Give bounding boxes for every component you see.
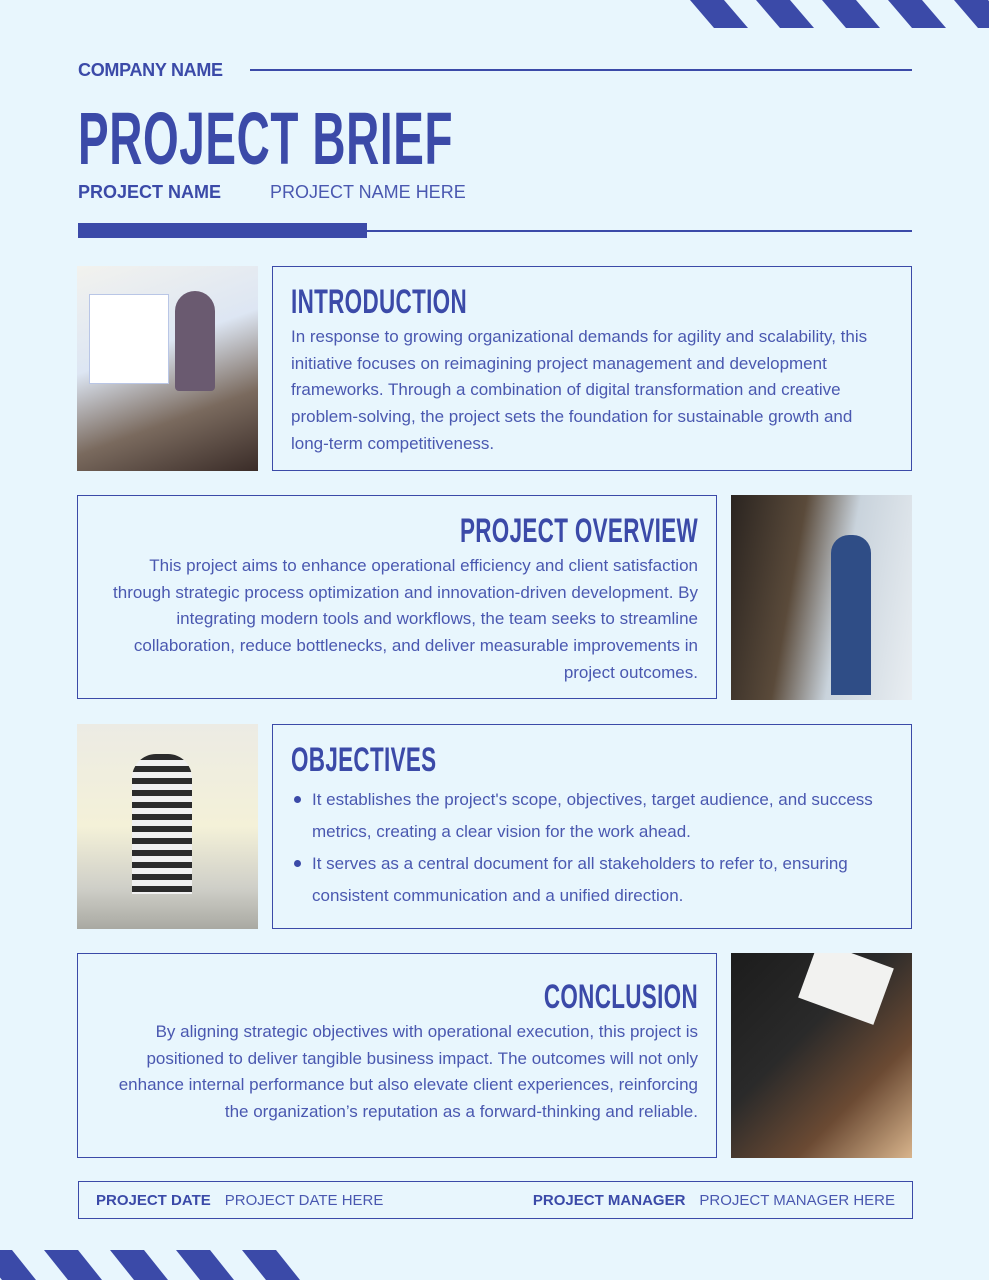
presenter-photo — [731, 495, 912, 700]
introduction-card — [272, 266, 912, 471]
overview-card — [77, 495, 717, 699]
introduction-title: INTRODUCTION — [291, 283, 467, 321]
overview-title: PROJECT OVERVIEW — [459, 512, 698, 550]
introduction-text: In response to growing organizational demands for agility and scalability, this initiative focuses on reimagining project management and development frameworks. Through a combination of digital transformation and creative problem-solving, the project sets the foundation for sustainable growth and long-term competitiveness. — [291, 327, 868, 453]
project-date-value: PROJECT DATE HERE — [224, 1191, 384, 1209]
project-manager-label: PROJECT MANAGER — [532, 1191, 686, 1209]
project-manager-value: PROJECT MANAGER HERE — [699, 1191, 895, 1209]
bottom-stripes-decoration — [0, 1250, 310, 1280]
divider — [367, 230, 912, 232]
divider — [250, 69, 912, 71]
project-name-label: PROJECT NAME — [78, 182, 222, 202]
company-name: COMPANY NAME — [78, 60, 223, 80]
objectives-list — [291, 784, 893, 912]
page-title: PROJECT BRIEF — [78, 97, 454, 180]
conclusion-title: CONCLUSION — [543, 978, 698, 1016]
classroom-photo — [77, 266, 258, 471]
project-date-label: PROJECT DATE — [96, 1191, 211, 1209]
conclusion-card — [77, 953, 717, 1158]
overview-text: This project aims to enhance operational efficiency and client satisfaction through strategic process optimization and innovation-driven development. By integrating modern tools and workflows, the team seeks to streamline collaboration, reduce bottlenecks, and deliver measurable improvements in project outcomes. — [113, 556, 698, 682]
list-item: It serves as a central document for all stakeholders to refer to, ensuring consistent communication and a unified direction. — [291, 848, 893, 912]
footer-bar — [78, 1181, 913, 1219]
list-item: It establishes the project's scope, objectives, target audience, and success metrics, creating a clear vision for the work ahead. — [291, 784, 893, 848]
laptop-photo — [731, 953, 912, 1158]
top-stripes-decoration — [680, 0, 989, 30]
objectives-title: OBJECTIVES — [291, 741, 437, 779]
accent-bar — [78, 223, 367, 238]
conclusion-text: By aligning strategic objectives with operational execution, this project is positioned to deliver tangible business impact. The outcomes will not only enhance internal performance but also elevate client experiences, reinforcing the organization’s reputation as a forward-thinking and reliable. — [118, 1022, 698, 1122]
objectives-card — [272, 724, 912, 929]
workshop-photo — [77, 724, 258, 929]
project-name-value: PROJECT NAME HERE — [270, 182, 466, 202]
